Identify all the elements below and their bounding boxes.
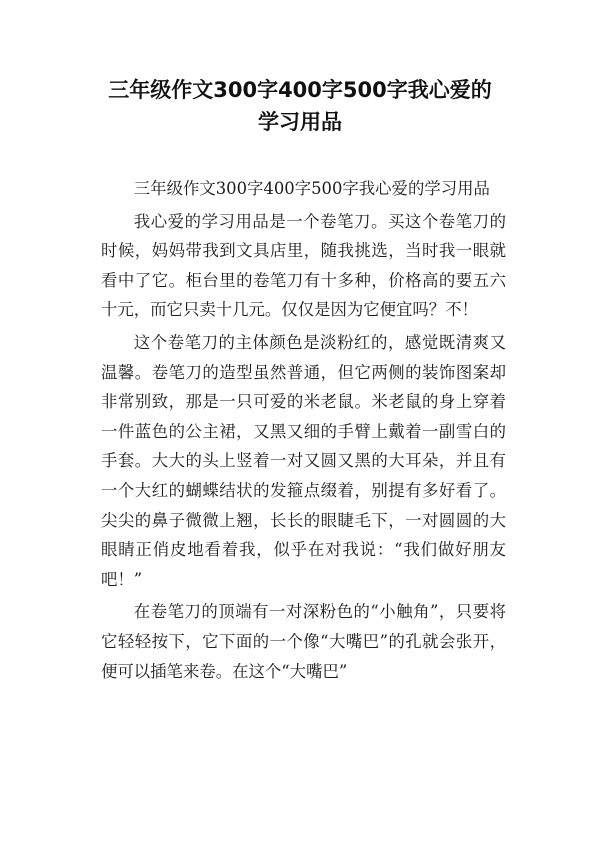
document-title: 三年级作文300字400字500字我心爱的学习用品 xyxy=(108,78,492,134)
paragraph: 这个卷笔刀的主体颜色是淡粉红的，感觉既清爽又温馨。卷笔刀的造型虽然普通，但它两侧的装饰图案却非常别致，那是一只可爱的米老鼠。米老鼠的身上穿着一件蓝色的公主裙，又黑又细的手臂上戴着一副雪白的手套。大大的头上竖着一对又圆又黑的大耳朵，并且有一个大红的蝴蝶结状的发箍点缀着，别提有多好看了。尖尖的鼻子微微上翘，长长的眼睫毛下，一对圆圆的大眼睛正俏皮地看着我，似乎在对我说：“我们做好朋友吧！” xyxy=(101,332,506,589)
document-body xyxy=(101,174,506,689)
paragraph: 三年级作文300字400字500字我心爱的学习用品 xyxy=(133,179,490,198)
paragraph: 我心爱的学习用品是一个卷笔刀。买这个卷笔刀的时候，妈妈带我到文具店里，随我挑选，当时我一眼就看中了它。柜台里的卷笔刀有十多种，价格高的要五六十元，而它只卖十几元。仅仅是因为它便宜吗？不！ xyxy=(101,211,506,320)
paragraph: 在卷笔刀的顶端有一对深粉色的“小触角”，只要将它轻轻按下，它下面的一个像“大嘴巴”的孔就会张开，便可以插笔来卷。在这个“大嘴巴” xyxy=(101,602,506,681)
